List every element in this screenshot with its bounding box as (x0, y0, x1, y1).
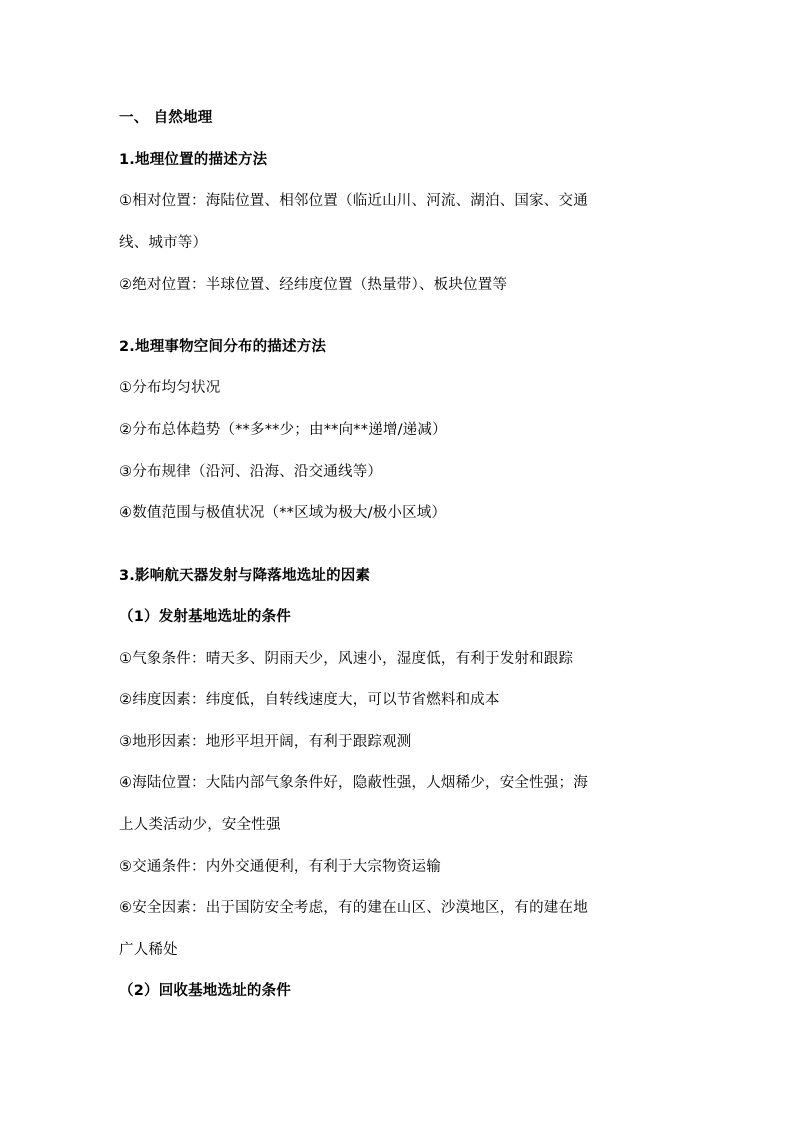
section-3-item-1: ①气象条件：晴天多、阴雨天少，风速小，湿度低，有利于发射和跟踪 (119, 651, 574, 667)
main-heading: 一、 自然地理 (119, 110, 213, 126)
section-1-item-1-line-1: ①相对位置：海陆位置、相邻位置（临近山川、河流、湖泊、国家、交通 (119, 193, 588, 209)
section-3-item-5: ⑤交通条件：内外交通便利，有利于大宗物资运输 (119, 859, 441, 875)
section-3-sub-1-title: （1）发射基地选址的条件 (119, 609, 291, 625)
section-3-sub-2-title: （2）回收基地选址的条件 (119, 983, 291, 999)
section-3-item-6-line-1: ⑥安全因素：出于国防安全考虑，有的建在山区、沙漠地区，有的建在地 (119, 900, 588, 916)
section-2-item-1: ①分布均匀状况 (119, 380, 221, 396)
section-3-item-4-line-2: 上人类活动少，安全性强 (119, 817, 281, 833)
section-1-item-1-line-2: 线、城市等） (119, 235, 208, 251)
section-3-item-2: ②纬度因素：纬度低，自转线速度大，可以节省燃料和成本 (119, 692, 500, 708)
section-2-item-2: ②分布总体趋势（**多**少；由**向**递增/递减） (119, 422, 447, 438)
section-2-item-3: ③分布规律（沿河、沿海、沿交通线等） (119, 464, 383, 480)
section-2-title: 2.地理事物空间分布的描述方法 (119, 339, 327, 355)
section-3-title: 3.影响航天器发射与降落地选址的因素 (119, 568, 371, 584)
section-1-title: 1.地理位置的描述方法 (119, 152, 268, 168)
section-3-item-6-line-2: 广人稀处 (119, 942, 178, 958)
section-3-item-4-line-1: ④海陆位置：大陆内部气象条件好，隐蔽性强，人烟稀少，安全性强；海 (119, 775, 588, 791)
section-2-item-4: ④数值范围与极值状况（**区域为极大/极小区域） (119, 505, 447, 521)
section-1-item-2: ②绝对位置：半球位置、经纬度位置（热量带）、板块位置等 (119, 277, 508, 293)
section-3-item-3: ③地形因素：地形平坦开阔，有利于跟踪观测 (119, 734, 412, 750)
